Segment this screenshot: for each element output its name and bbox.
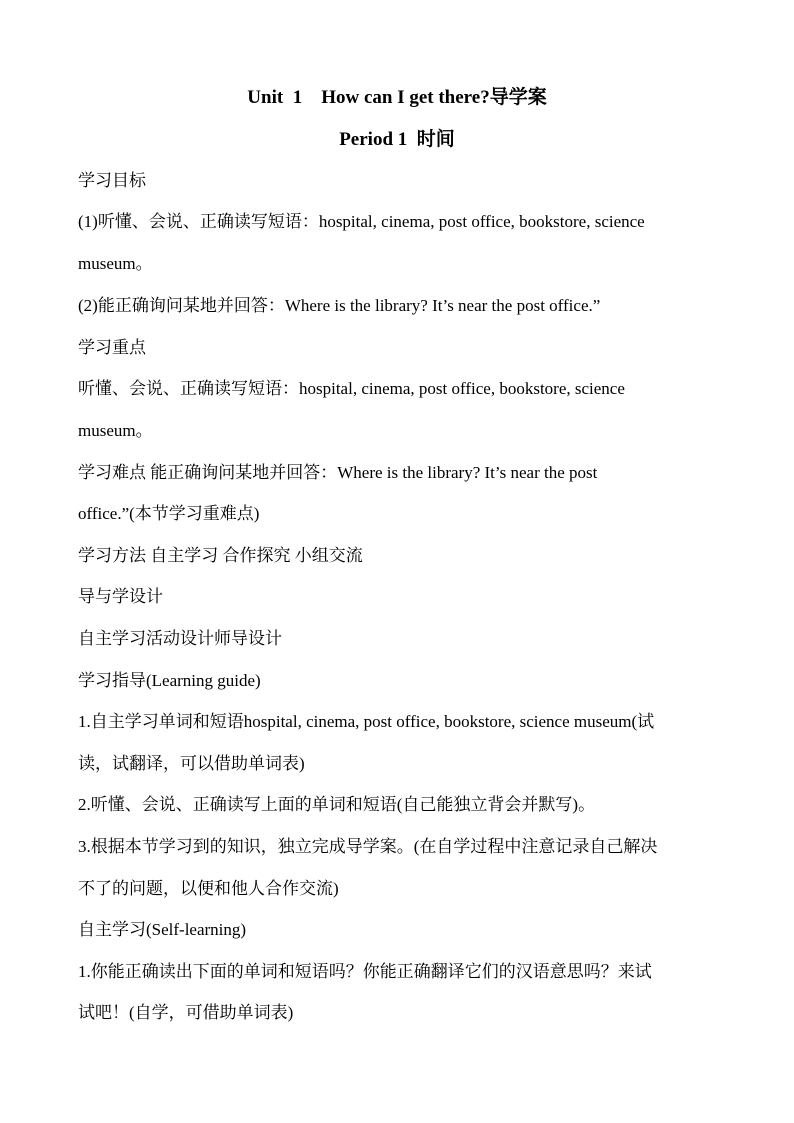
goal-1-line-2: museum。 [78, 254, 153, 273]
guide-1-line-1: 1.自主学习单词和短语hospital, cinema, post office, bookstore, science museum(试 [78, 712, 655, 731]
key-points-line-1: 听懂、会说、正确读写短语：hospital, cinema, post office, bookstore, science [78, 379, 625, 398]
heading-learning-guide: 学习指导(Learning guide) [78, 671, 261, 690]
self-learning-1-line-2: 试吧！(自学，可借助单词表) [78, 1003, 294, 1022]
document-title: Unit 1 How can I get there?导学案 [247, 87, 547, 108]
heading-learning-goals: 学习目标 [78, 171, 146, 190]
document-subtitle: Period 1 时间 [339, 129, 455, 150]
heading-self-learning: 自主学习(Self-learning) [78, 920, 247, 939]
self-learning-1-line-1: 1.你能正确读出下面的单词和短语吗？你能正确翻译它们的汉语意思吗？来试 [78, 962, 652, 981]
heading-key-points: 学习重点 [78, 338, 146, 357]
heading-guide-design: 导与学设计 [78, 587, 163, 606]
key-points-line-2: museum。 [78, 421, 153, 440]
goal-1-line-1: (1)听懂、会说、正确读写短语：hospital, cinema, post office, bookstore, science [78, 212, 645, 231]
difficult-points-line-2: office.”(本节学习重难点) [78, 504, 260, 523]
difficult-points-line-1: 学习难点 能正确询问某地并回答：Where is the library? It’s near the post [78, 463, 598, 482]
guide-3-line-2: 不了的问题，以便和他人合作交流) [78, 879, 339, 898]
goal-2: (2)能正确询问某地并回答：Where is the library? It’s near the post office.” [78, 296, 601, 315]
learning-methods: 学习方法 自主学习 合作探究 小组交流 [78, 546, 363, 565]
guide-3-line-1: 3.根据本节学习到的知识，独立完成导学案。(在自学过程中注意记录自己解决 [78, 837, 658, 856]
guide-1-line-2: 读，试翻译，可以借助单词表) [78, 754, 305, 773]
guide-2: 2.听懂、会说、正确读写上面的单词和短语(自己能独立背会并默写)。 [78, 795, 596, 814]
activity-design: 自主学习活动设计师导设计 [78, 629, 282, 648]
